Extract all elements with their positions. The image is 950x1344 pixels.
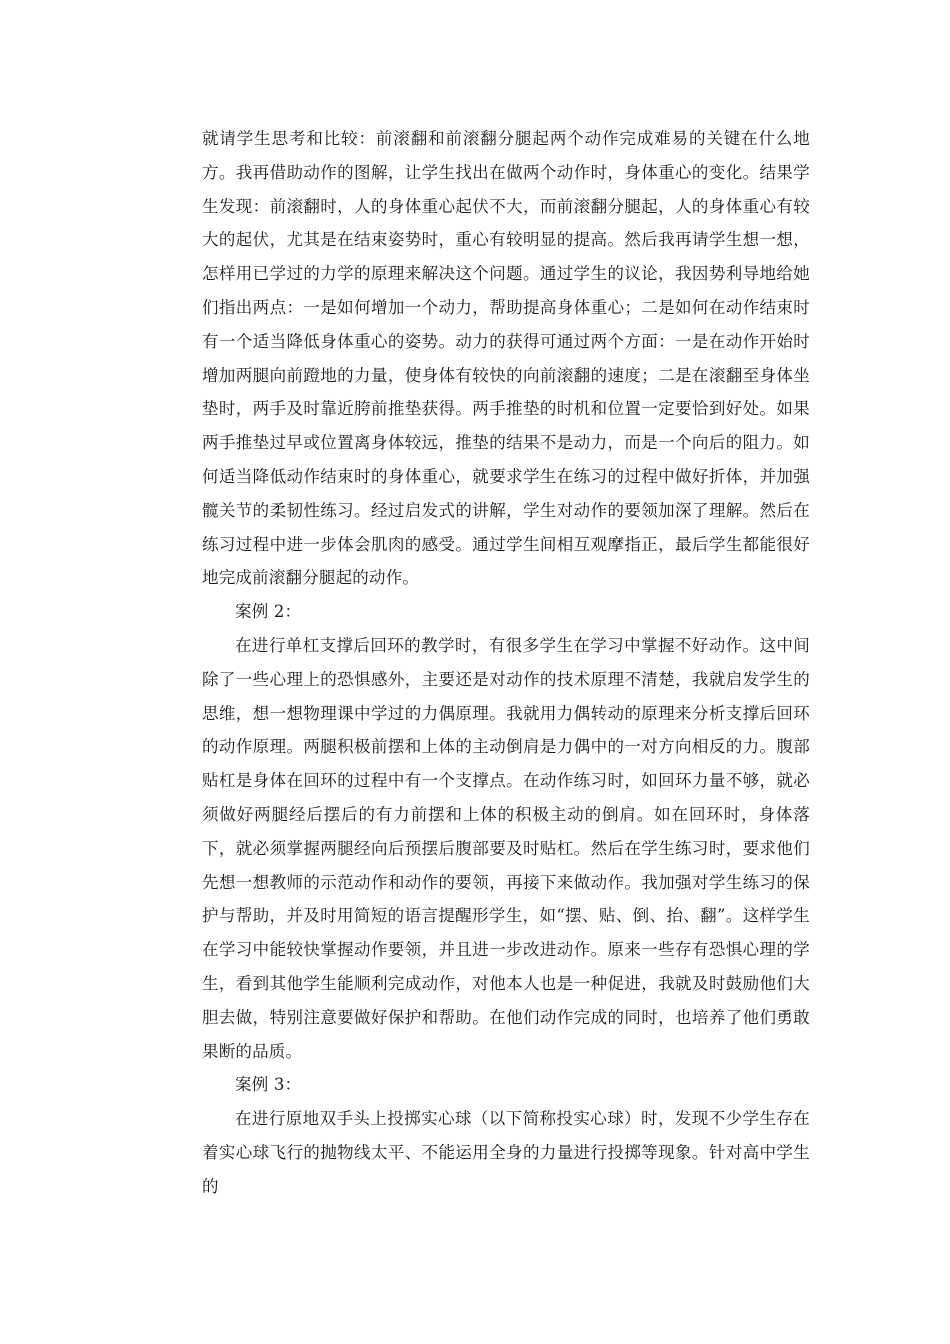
paragraph-continuation: 就请学生思考和比较：前滚翻和前滚翻分腿起两个动作完成难易的关键在什么地方。我再借助动作的图解，让学生找出在做两个动作时，身体重心的变化。结果学生发现：前滚翻时，人的身体重心起伏不大，而前滚翻分腿起，人的身体重心有较大的起伏，尤其是在结束姿势时，重心有较明显的提高。然后我再请学生想一想，怎样用已学过的力学的原理来解决这个问题。通过学生的议论，我因势利导地给她们指出两点：一是如何增加一个动力，帮助提高身体重心；二是如何在动作结束时有一个适当降低身体重心的姿势。动力的获得可通过两个方面：一是在动作开始时增加两腿向前蹬地的力量，使身体有较快的向前滚翻的速度；二是在滚翻至身体坐垫时，两手及时靠近胯前推垫获得。两手推垫的时机和位置一定要恰到好处。如果两手推垫过早或位置离身体较远，推垫的结果不是动力，而是一个向后的阻力。如何适当降低动作结束时的身体重心，就要求学生在练习的过程中做好折体，并加强髋关节的柔韧性练习。经过启发式的讲解，学生对动作的要领加深了理解。然后在练习过程中进一步体会肌肉的感受。通过学生间相互观摩指正，最后学生都能很好地完成前滚翻分腿起的动作。 [202, 129, 810, 588]
paragraph-case-3: 在进行原地双手头上投掷实心球（以下简称投实心球）时，发现不少学生存在着实心球飞行的抛物线太平、不能运用全身的力量进行投掷等现象。针对高中学生的 [202, 1109, 810, 1196]
case-2-heading: 案例 2： [235, 602, 302, 622]
paragraph-case-2: 在进行单杠支撑后回环的教学时，有很多学生在学习中掌握不好动作。这中间除了一些心理上的恐惧感外，主要还是对动作的技术原理不清楚，我就启发学生的思维，想一想物理课中学过的力偶原理。我就用力偶转动的原理来分析支撑后回环的动作原理。两腿积极前摆和上体的主动倒肩是力偶中的一对方向相反的力。腹部贴杠是身体在回环的过程中有一个支撑点。在动作练习时，如回环力量不够，就必须做好两腿经后摆后的有力前摆和上体的积极主动的倒肩。如在回环时，身体落下，就必须掌握两腿经向后预摆后腹部要及时贴杠。然后在学生练习时，要求他们先想一想教师的示范动作和动作的要领，再接下来做动作。我加强对学生练习的保护与帮助，并及时用简短的语言提醒形学生，如“摆、贴、倒、抬、翻”。这样学生在学习中能较快掌握动作要领，并且进一步改进动作。原来一些存有恐惧心理的学生，看到其他学生能顺利完成动作，对他本人也是一种促进，我就及时鼓励他们大胆去做，特别注意要做好保护和帮助。在他们动作完成的同时，也培养了他们勇敢果断的品质。 [202, 635, 810, 1061]
document-body [202, 122, 810, 1204]
case-3-heading: 案例 3： [235, 1075, 302, 1095]
